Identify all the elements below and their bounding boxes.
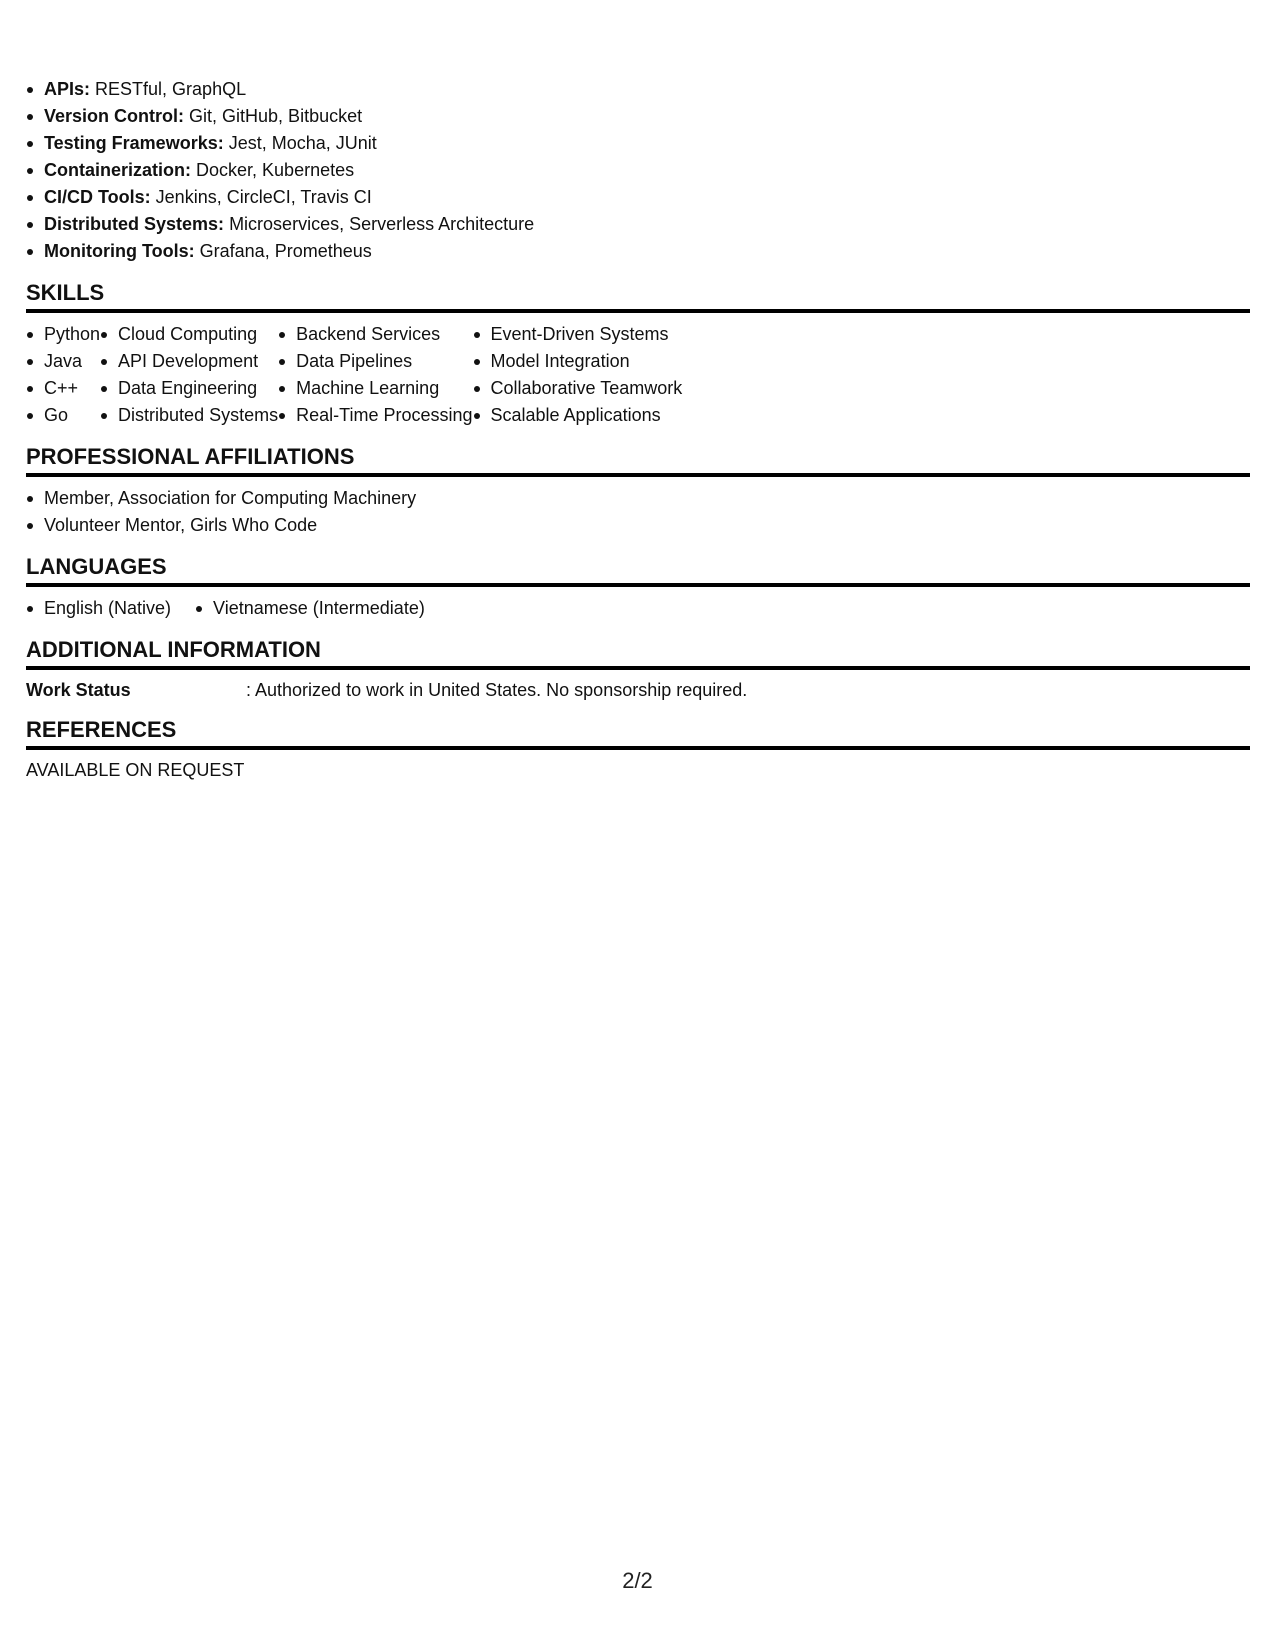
skill-item: Data Pipelines: [278, 348, 472, 375]
languages-list: [26, 595, 1250, 622]
technical-skills-list: [26, 76, 1250, 265]
skill-item: API Development: [100, 348, 278, 375]
tech-label: APIs:: [44, 79, 91, 99]
list-item: [26, 238, 1250, 265]
skill-item: Distributed Systems: [100, 402, 278, 429]
tech-value: RESTful, GraphQL: [95, 79, 247, 99]
language-item: English (Native): [26, 595, 171, 622]
skill-item: Event-Driven Systems: [473, 321, 683, 348]
list-item: [26, 211, 1250, 238]
tech-value: Jest, Mocha, JUnit: [228, 133, 377, 153]
skills-column: [278, 321, 472, 429]
skill-item: Collaborative Teamwork: [473, 375, 683, 402]
affiliation-item: Member, Association for Computing Machinery: [26, 485, 1250, 512]
list-item: [26, 103, 1250, 130]
section-title: REFERENCES: [26, 716, 1250, 750]
additional-info-section: [26, 636, 1250, 702]
skill-item: Model Integration: [473, 348, 683, 375]
section-title: SKILLS: [26, 279, 1250, 313]
affiliations-list: [26, 485, 1250, 539]
skill-item: Scalable Applications: [473, 402, 683, 429]
skills-grid: [26, 321, 1250, 429]
tech-value: Docker, Kubernetes: [196, 160, 355, 180]
work-status-row: [26, 678, 1250, 702]
skill-item: Python: [26, 321, 100, 348]
skill-item: Java: [26, 348, 100, 375]
section-title: ADDITIONAL INFORMATION: [26, 636, 1250, 670]
references-text: AVAILABLE ON REQUEST: [26, 760, 245, 780]
tech-value: Microservices, Serverless Architecture: [229, 214, 535, 234]
tech-label: Containerization:: [44, 160, 191, 180]
resume-page: [26, 76, 1250, 782]
section-title: LANGUAGES: [26, 553, 1250, 587]
skill-item: Data Engineering: [100, 375, 278, 402]
skill-item: Real-Time Processing: [278, 402, 472, 429]
skill-item: C++: [26, 375, 100, 402]
page-number: 2/2: [622, 1568, 653, 1593]
section-title: PROFESSIONAL AFFILIATIONS: [26, 443, 1250, 477]
skills-column: [26, 321, 100, 429]
skills-column: [100, 321, 278, 429]
languages-section: [26, 553, 1250, 622]
list-item: [26, 76, 1250, 103]
tech-value: Jenkins, CircleCI, Travis CI: [155, 187, 372, 207]
skill-item: Backend Services: [278, 321, 472, 348]
work-status-label: Work Status: [26, 680, 131, 700]
tech-label: Version Control:: [44, 106, 185, 126]
skills-column: [473, 321, 683, 429]
tech-label: Monitoring Tools:: [44, 241, 195, 261]
affiliation-item: Volunteer Mentor, Girls Who Code: [26, 512, 1250, 539]
references-section: [26, 716, 1250, 782]
skills-section: [26, 279, 1250, 429]
skill-item: Go: [26, 402, 100, 429]
list-item: [26, 130, 1250, 157]
tech-value: Grafana, Prometheus: [199, 241, 372, 261]
tech-label: Testing Frameworks:: [44, 133, 224, 153]
list-item: [26, 184, 1250, 211]
skill-item: Cloud Computing: [100, 321, 278, 348]
list-item: [26, 157, 1250, 184]
language-item: Vietnamese (Intermediate): [195, 595, 425, 622]
work-status-value: : Authorized to work in United States. No sponsorship required.: [246, 680, 748, 700]
tech-value: Git, GitHub, Bitbucket: [189, 106, 363, 126]
tech-label: Distributed Systems:: [44, 214, 225, 234]
affiliations-section: [26, 443, 1250, 539]
skill-item: Machine Learning: [278, 375, 472, 402]
tech-label: CI/CD Tools:: [44, 187, 151, 207]
